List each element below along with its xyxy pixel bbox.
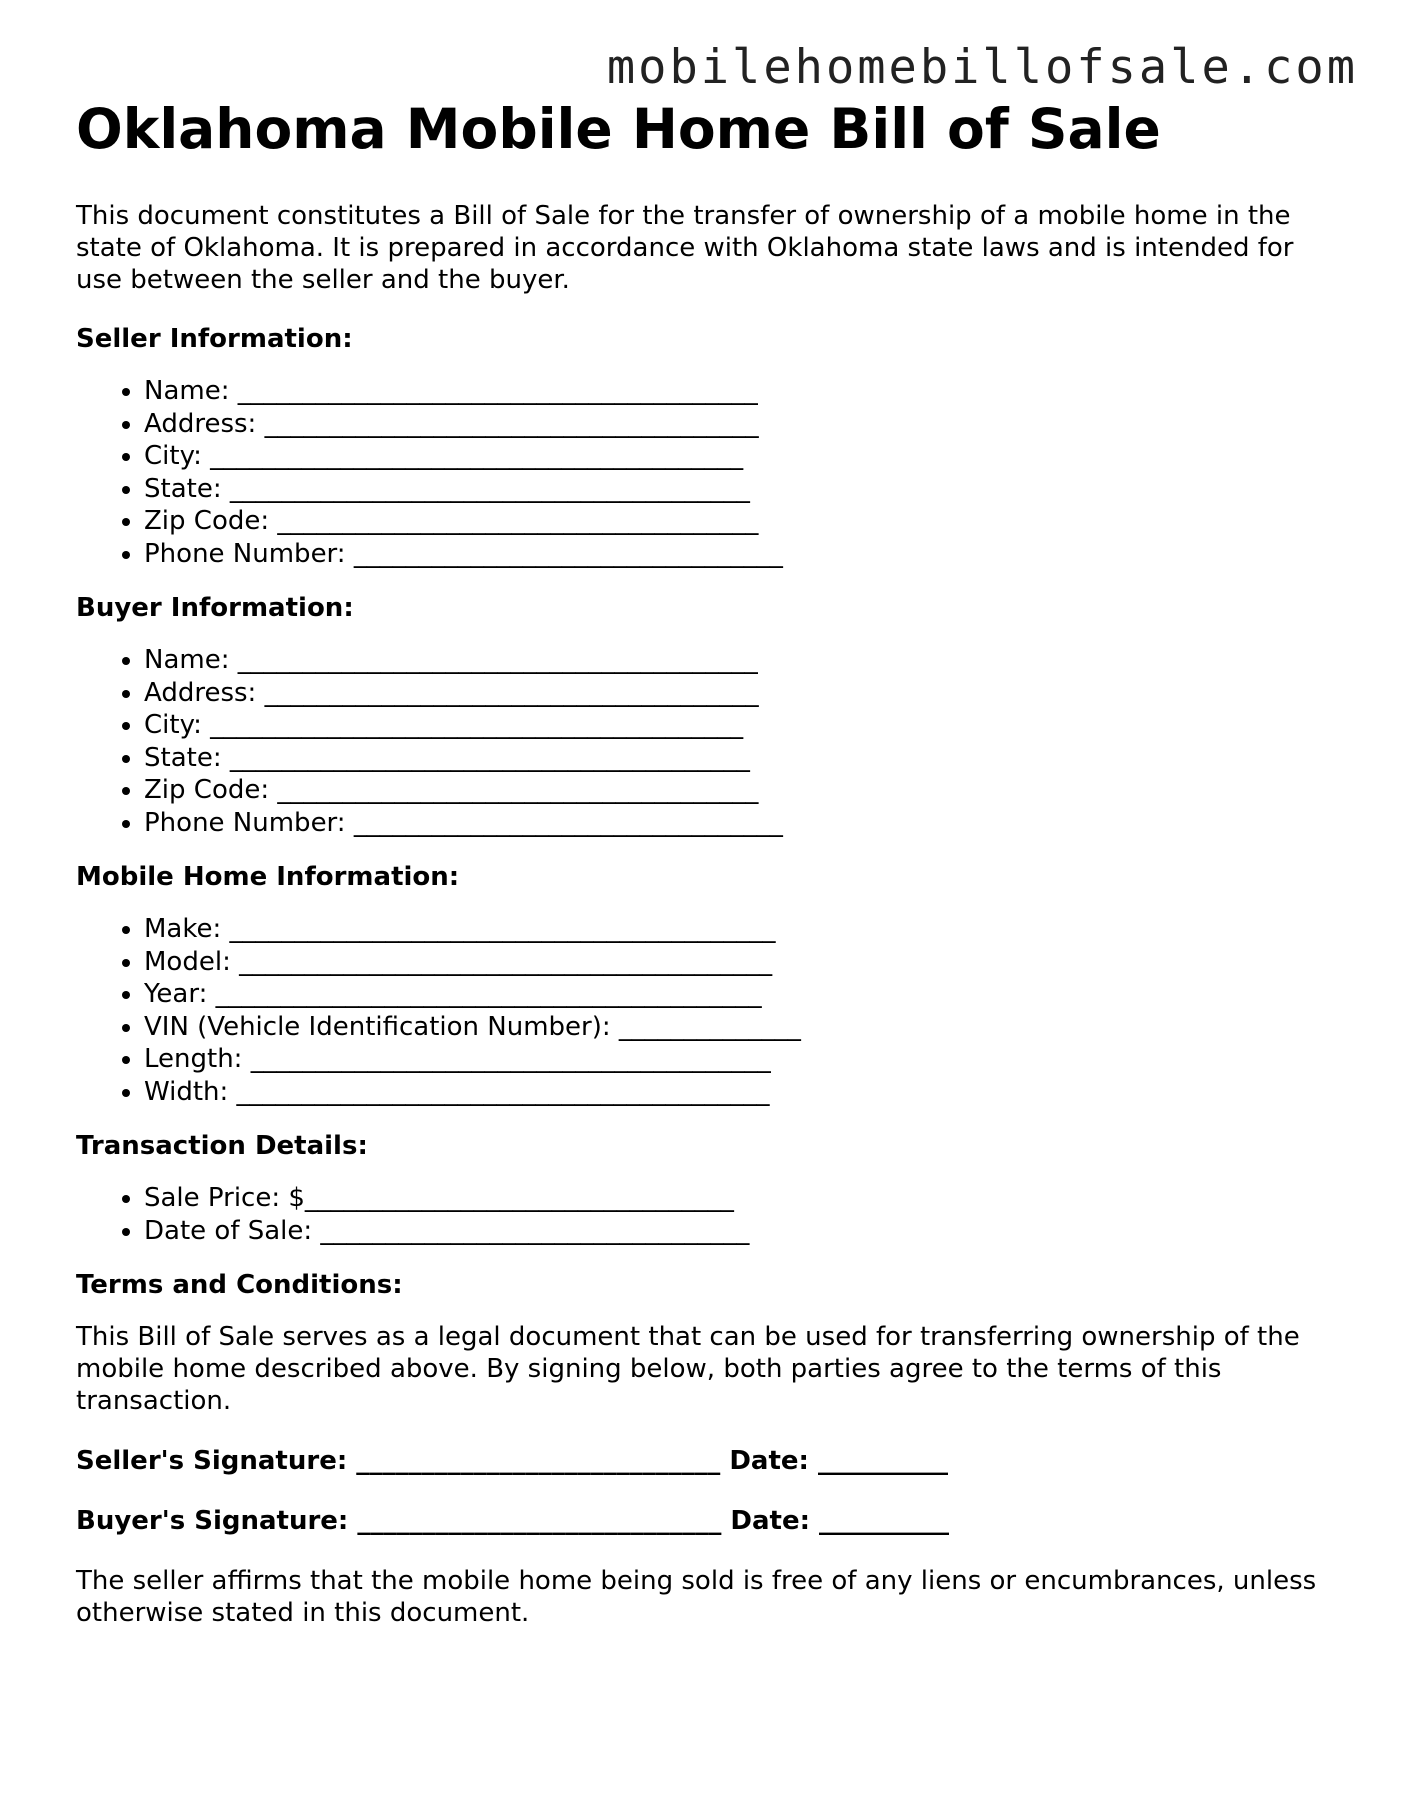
transaction-list [76,1182,1336,1247]
seller-city-field[interactable]: • City: _________________________________________ [144,440,1336,473]
buyer-list [76,644,1336,839]
seller-zip-field[interactable]: • Zip Code: _____________________________________ [144,505,1336,538]
model-field[interactable]: • Model: _________________________________________ [144,946,1336,979]
make-field[interactable]: • Make: __________________________________________ [144,913,1336,946]
document-page [76,96,1336,1629]
buyer-phone-field[interactable]: • Phone Number: _________________________________ [144,807,1336,840]
intro-paragraph: This document constitutes a Bill of Sale for the transfer of ownership of a mobile home in the state of Oklahoma. It is prepared in accordance with Oklahoma state laws and is intended for use between the seller and the buyer. [76,201,1294,295]
seller-state-field[interactable]: • State: ________________________________________ [144,473,1336,506]
seller-phone-field[interactable]: • Phone Number: _________________________________ [144,538,1336,571]
sale-price-field[interactable]: • Sale Price: $_________________________________ [144,1182,1336,1215]
terms-heading: Terms and Conditions: [76,1270,403,1300]
width-field[interactable]: • Width: _________________________________________ [144,1076,1336,1109]
seller-name-field[interactable]: • Name: ________________________________________ [144,375,1336,408]
buyer-signature-line[interactable]: Buyer's Signature: ____________________________ Date: __________ [76,1506,950,1536]
seller-address-field[interactable]: • Address: ______________________________________ [144,408,1336,441]
seller-list [76,375,1336,570]
document-title: Oklahoma Mobile Home Bill of Sale [76,97,1161,161]
seller-signature-line[interactable]: Seller's Signature: ____________________________ Date: __________ [76,1446,948,1476]
transaction-heading: Transaction Details: [76,1131,368,1161]
seller-heading: Seller Information: [76,324,353,354]
terms-paragraph: This Bill of Sale serves as a legal document that can be used for transferring ownership of the mobile home described above. By signing below, both parties agree to the terms of this transaction. [76,1322,1300,1416]
mobile-home-heading: Mobile Home Information: [76,862,460,892]
year-field[interactable]: • Year: __________________________________________ [144,978,1336,1011]
affirmation-paragraph: The seller affirms that the mobile home being sold is free of any liens or encumbrances, unless otherwise stated in this document. [76,1566,1317,1628]
buyer-heading: Buyer Information: [76,593,354,623]
site-watermark: mobilehomebillofsale.com [606,40,1358,95]
buyer-zip-field[interactable]: • Zip Code: _____________________________________ [144,774,1336,807]
mobile-home-list [76,913,1336,1108]
vin-field[interactable]: • VIN (Vehicle Identification Number): ______________ [144,1011,1336,1044]
buyer-address-field[interactable]: • Address: ______________________________________ [144,677,1336,710]
date-of-sale-field[interactable]: • Date of Sale: _________________________________ [144,1215,1336,1248]
buyer-name-field[interactable]: • Name: ________________________________________ [144,644,1336,677]
length-field[interactable]: • Length: ________________________________________ [144,1043,1336,1076]
buyer-city-field[interactable]: • City: _________________________________________ [144,709,1336,742]
buyer-state-field[interactable]: • State: ________________________________________ [144,742,1336,775]
